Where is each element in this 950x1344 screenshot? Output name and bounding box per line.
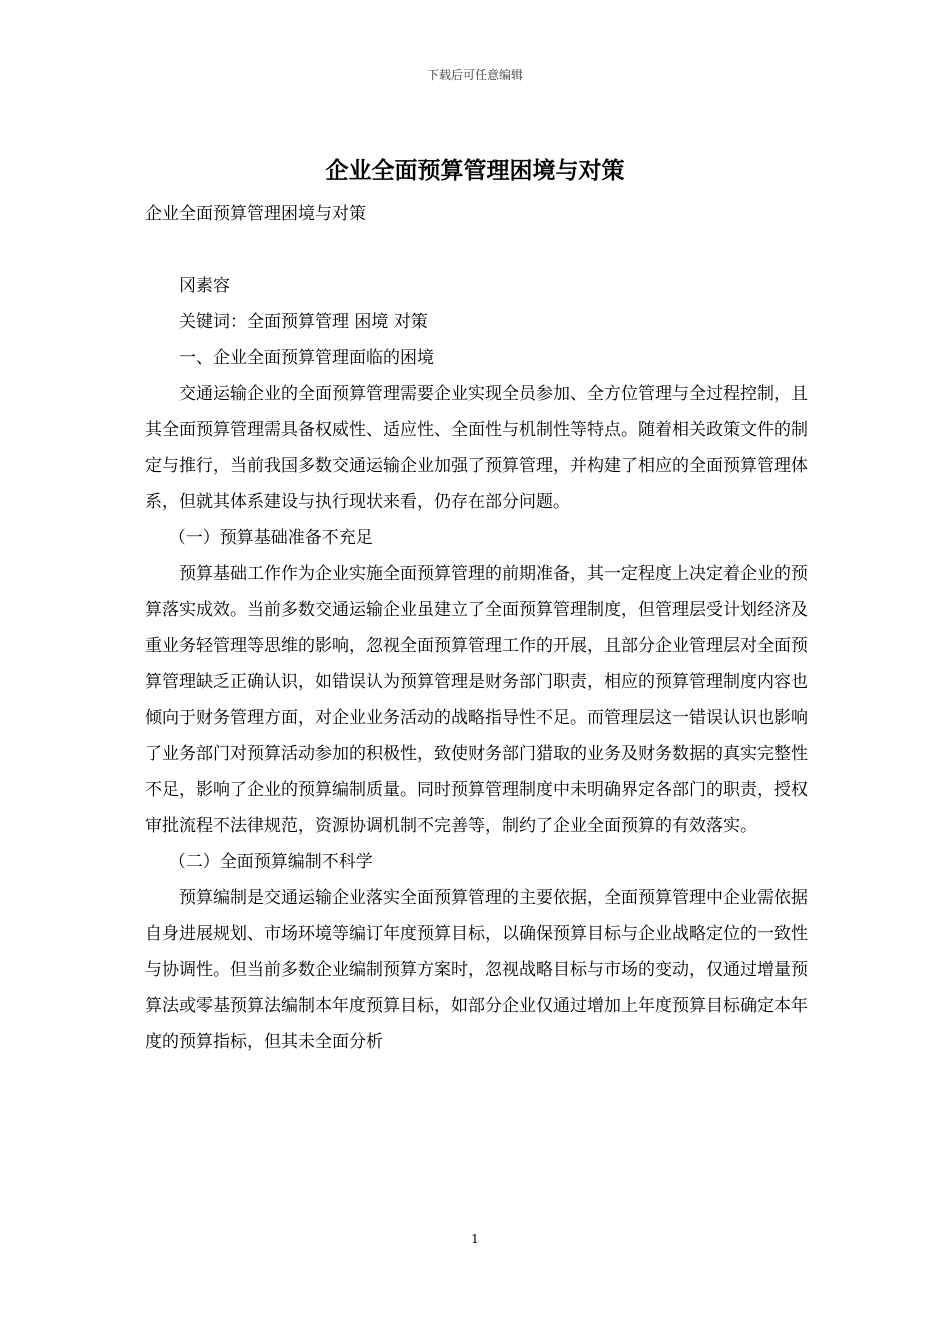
paragraph-2: 预算基础工作作为企业实施全面预算管理的前期准备，其一定程度上决定着企业的预算落实成效。当前多数交通运输企业虽建立了全面预算管理制度，但管理层受计划经济及重业务轻管理等思维的影响，忽视全面预算管理工作的开展，且部分企业管理层对全面预算管理缺乏正确认识，如错误认为预算管理是财务部门职责，相应的预算管理制度内容也倾向于财务管理方面，对企业业务活动的战略指导性不足。而管理层这一错误认识也影响了业务部门对预算活动参加的积极性，致使财务部门猎取的业务及财务数据的真实完整性不足，影响了企业的预算编制质量。同时预算管理制度中未明确界定各部门的职责，授权审批流程不法律规范，资源协调机制不完善等，制约了企业全面预算的有效落实。 bbox=[145, 564, 808, 836]
page-number: 1 bbox=[471, 1232, 479, 1246]
header-note: 下载后可任意编辑 bbox=[426, 68, 523, 82]
paragraph-3: 预算编制是交通运输企业落实全面预算管理的主要依据，全面预算管理中企业需依据自身进展规划、市场环境等编订年度预算目标，以确保预算目标与企业战略定位的一致性与协调性。但当前多数企业编制预算方案时，忽视战略目标与市场的变动，仅通过增量预算法或零基预算法编制本年度预算目标，如部分企业仅通过增加上年度预算目标确定本年度的预算指标，但其未全面分析 bbox=[145, 888, 808, 1052]
document-subtitle: 企业全面预算管理困境与对策 bbox=[145, 204, 366, 224]
document-title: 企业全面预算管理困境与对策 bbox=[325, 157, 625, 184]
subsection-heading-2: （二）全面预算编制不科学 bbox=[168, 852, 373, 872]
section-heading-1: 一、企业全面预算管理面临的困境 bbox=[179, 348, 434, 368]
author-name: 冈素容 bbox=[179, 276, 230, 296]
keywords-line: 关键词：全面预算管理 困境 对策 bbox=[179, 312, 428, 332]
paragraph-1: 交通运输企业的全面预算管理需要企业实现全员参加、全方位管理与全过程控制，且其全面预算管理需具备权威性、适应性、全面性与机制性等特点。随着相关政策文件的制定与推行，当前我国多数交通运输企业加强了预算管理，并构建了相应的全面预算管理体系，但就其体系建设与执行现状来看，仍存在部分问题。 bbox=[145, 384, 808, 512]
document-body bbox=[145, 196, 810, 1060]
subsection-heading-1: （一）预算基础准备不充足 bbox=[168, 528, 373, 548]
